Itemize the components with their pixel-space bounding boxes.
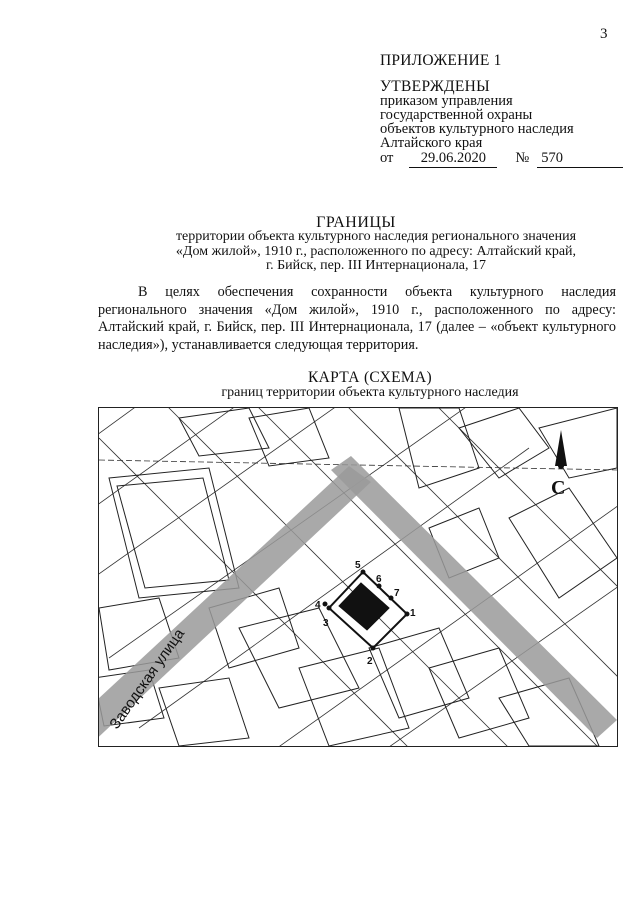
body-paragraph: В целях обеспечения сохранности объекта культурного наследия регионального значения «Дом жилой», 1910 г., расположенного по адресу: Алтайский край, г. Бийск, пер. III Интернационала, 17 (далее – «объект культурного наследия»), устанавливается следующая территория. (98, 284, 616, 353)
subtitle-line: территории объекта культурного наследия регионального значения (175, 229, 577, 244)
street-label: Заводская улица (106, 625, 189, 733)
approval-line: Алтайского края (380, 135, 483, 151)
cadastral-map (98, 407, 618, 747)
boundary-point-label: 1 (410, 608, 416, 619)
approval-line: приказом управления (380, 93, 513, 109)
approval-head: УТВЕРЖДЕНЫ (380, 78, 490, 95)
boundary-point-label: 5 (355, 560, 361, 571)
north-arrow-icon (555, 430, 567, 466)
boundary-point-label: 6 (376, 574, 382, 585)
subtitle-line: «Дом жилой», 1910 г., расположенного по адресу: Алтайский край, (175, 243, 577, 259)
order-line (380, 150, 623, 168)
order-number-sign: № (515, 150, 530, 166)
boundary-point-label: 3 (323, 618, 329, 629)
boundary-point-label: 7 (394, 588, 400, 599)
appendix-heading: ПРИЛОЖЕНИЕ 1 (380, 52, 502, 69)
document-title: ГРАНИЦЫ (316, 214, 396, 231)
boundary-point-label: 4 (315, 600, 321, 611)
order-number: 570 (537, 150, 623, 168)
page-number: 3 (600, 26, 608, 42)
order-from-label: от (380, 150, 394, 166)
north-label: С (551, 477, 566, 499)
north-arrow-base (558, 463, 564, 469)
map-title: КАРТА (СХЕМА) (308, 369, 432, 386)
map-subtitle: границ территории объекта культурного наследия (221, 385, 519, 400)
document-subtitle (140, 230, 612, 274)
subtitle-line: г. Бийск, пер. III Интернационала, 17 (265, 258, 487, 273)
approval-line: объектов культурного наследия (380, 121, 574, 137)
building-outline (159, 608, 599, 746)
approval-block (380, 80, 574, 150)
map-drawing (99, 408, 617, 746)
order-date: 29.06.2020 (409, 150, 497, 168)
approval-line: государственной охраны (380, 107, 533, 123)
boundary-point-label: 2 (367, 656, 373, 667)
